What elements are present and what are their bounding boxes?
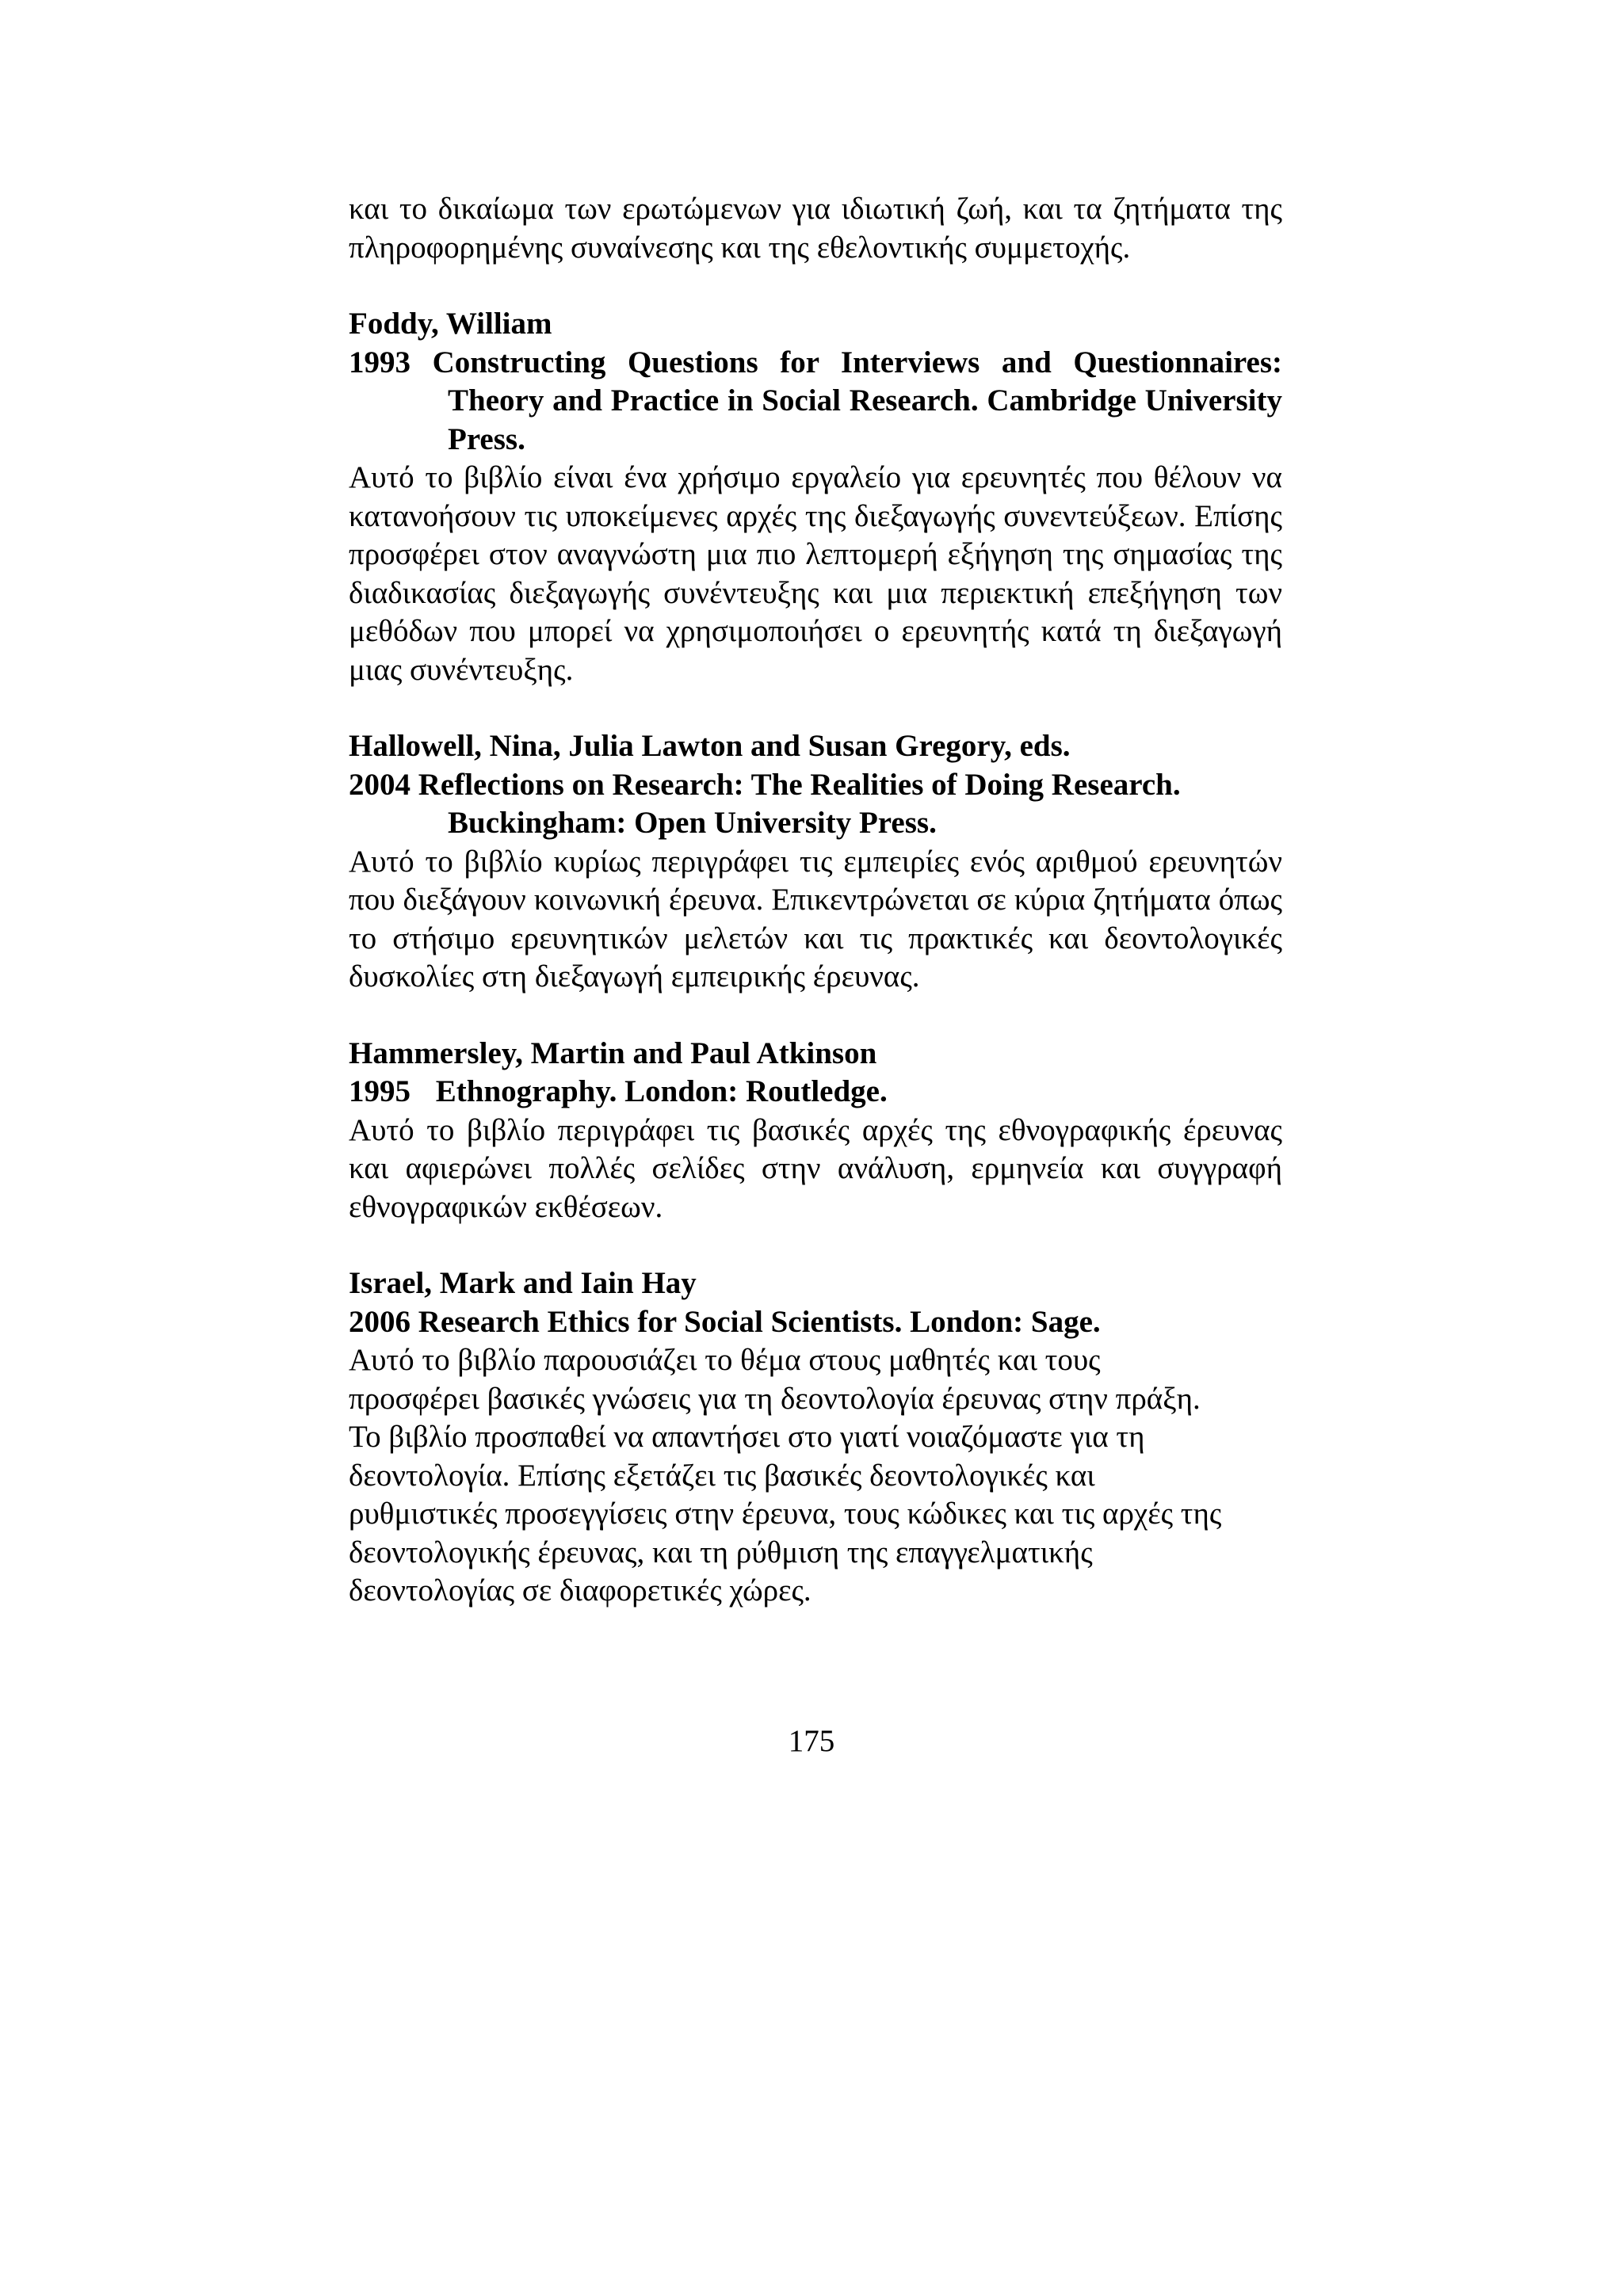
description-line: προσφέρει βασικές γνώσεις για τη δεοντολογία έρευνας στην πράξη.	[349, 1381, 1201, 1416]
entry-citation-text: Constructing Questions for Interviews and Questionnaires: Theory and Practice in Social Research. Cambridge University Press.	[432, 345, 1282, 456]
entry-citation-text: Reflections on Research: The Realities of Doing Research. Buckingham: Open University Press.	[418, 767, 1181, 840]
bibliography-entry-hammersley	[349, 1035, 1282, 1227]
entry-author: Hallowell, Nina, Julia Lawton and Susan Gregory, eds.	[349, 729, 1071, 763]
entry-year: 1995	[349, 1074, 411, 1108]
description-line: Το βιβλίο προσπαθεί να απαντήσει στο γιατί νοιαζόμαστε για τη	[349, 1420, 1145, 1454]
bibliography-entry-israel	[349, 1264, 1282, 1611]
bibliography-entry-foddy	[349, 305, 1282, 689]
description-line: δεοντολογίας σε διαφορετικές χώρες.	[349, 1573, 812, 1608]
description-line: δεοντολογία. Επίσης εξετάζει τις βασικές δεοντολογικές και	[349, 1458, 1095, 1493]
description-line: ρυθμιστικές προσεγγίσεις στην έρευνα, τους κώδικες και τις αρχές της	[349, 1497, 1222, 1531]
entry-citation	[349, 766, 1282, 843]
entry-citation-text: Ethnography. London: Routledge.	[435, 1074, 888, 1108]
entry-year: 1993	[349, 345, 411, 379]
entry-description: Αυτό το βιβλίο περιγράφει τις βασικές αρχές της εθνογραφικής έρευνας και αφιερώνει πολλές σελίδες στην ανάλυση, ερμηνεία και συγγραφή εθνογραφικών εκθέσεων.	[349, 1112, 1282, 1224]
entry-year: 2006	[349, 1304, 411, 1339]
entry-description	[349, 1341, 1282, 1611]
description-line: δεοντολογικής έρευνας, και τη ρύθμιση της επαγγελματικής	[349, 1535, 1093, 1569]
entry-author: Israel, Mark and Iain Hay	[349, 1266, 697, 1300]
entry-citation-text: Research Ethics for Social Scientists. London: Sage.	[418, 1304, 1101, 1339]
entry-description: Αυτό το βιβλίο κυρίως περιγράφει τις εμπειρίες ενός αριθμού ερευνητών που διεξάγουν κοινωνική έρευνα. Επικεντρώνεται σε κύρια ζητήματα όπως το στήσιμο ερευνητικών μελετών και τις πρακτικές και δεοντολογικές δυσκολίες στη διεξαγωγή εμπειρικής έρευνας.	[349, 844, 1282, 994]
entry-year: 2004	[349, 767, 411, 802]
bibliography-entry-hallowell	[349, 727, 1282, 997]
entry-citation	[349, 1303, 1282, 1342]
description-line: Αυτό το βιβλίο παρουσιάζει το θέμα στους μαθητές και τους	[349, 1343, 1101, 1377]
page-body	[349, 190, 1282, 1611]
entry-author: Foddy, William	[349, 307, 552, 341]
entry-citation	[349, 1073, 1282, 1112]
page-number: 175	[788, 1724, 835, 1758]
entry-citation	[349, 344, 1282, 460]
intro-paragraph: και το δικαίωμα των ερωτώμενων για ιδιωτική ζωή, και τα ζητήματα της πληροφορημένης συναίνεσης και της εθελοντικής συμμετοχής.	[349, 192, 1282, 265]
entry-description: Αυτό το βιβλίο είναι ένα χρήσιμο εργαλείο για ερευνητές που θέλουν να κατανοήσουν τις υποκείμενες αρχές της διεξαγωγής συνεντεύξεων. Επίσης προσφέρει στον αναγνώστη μια πιο λεπτομερή εξήγηση της σημασίας της διαδικασίας διεξαγωγής συνέντευξης και μια περιεκτική επεξήγηση των μεθόδων που μπορεί να χρησιμοποιήσει ο ερευνητής κατά τη διεξαγωγή μιας συνέντευξης.	[349, 460, 1282, 687]
entry-author: Hammersley, Martin and Paul Atkinson	[349, 1035, 877, 1070]
